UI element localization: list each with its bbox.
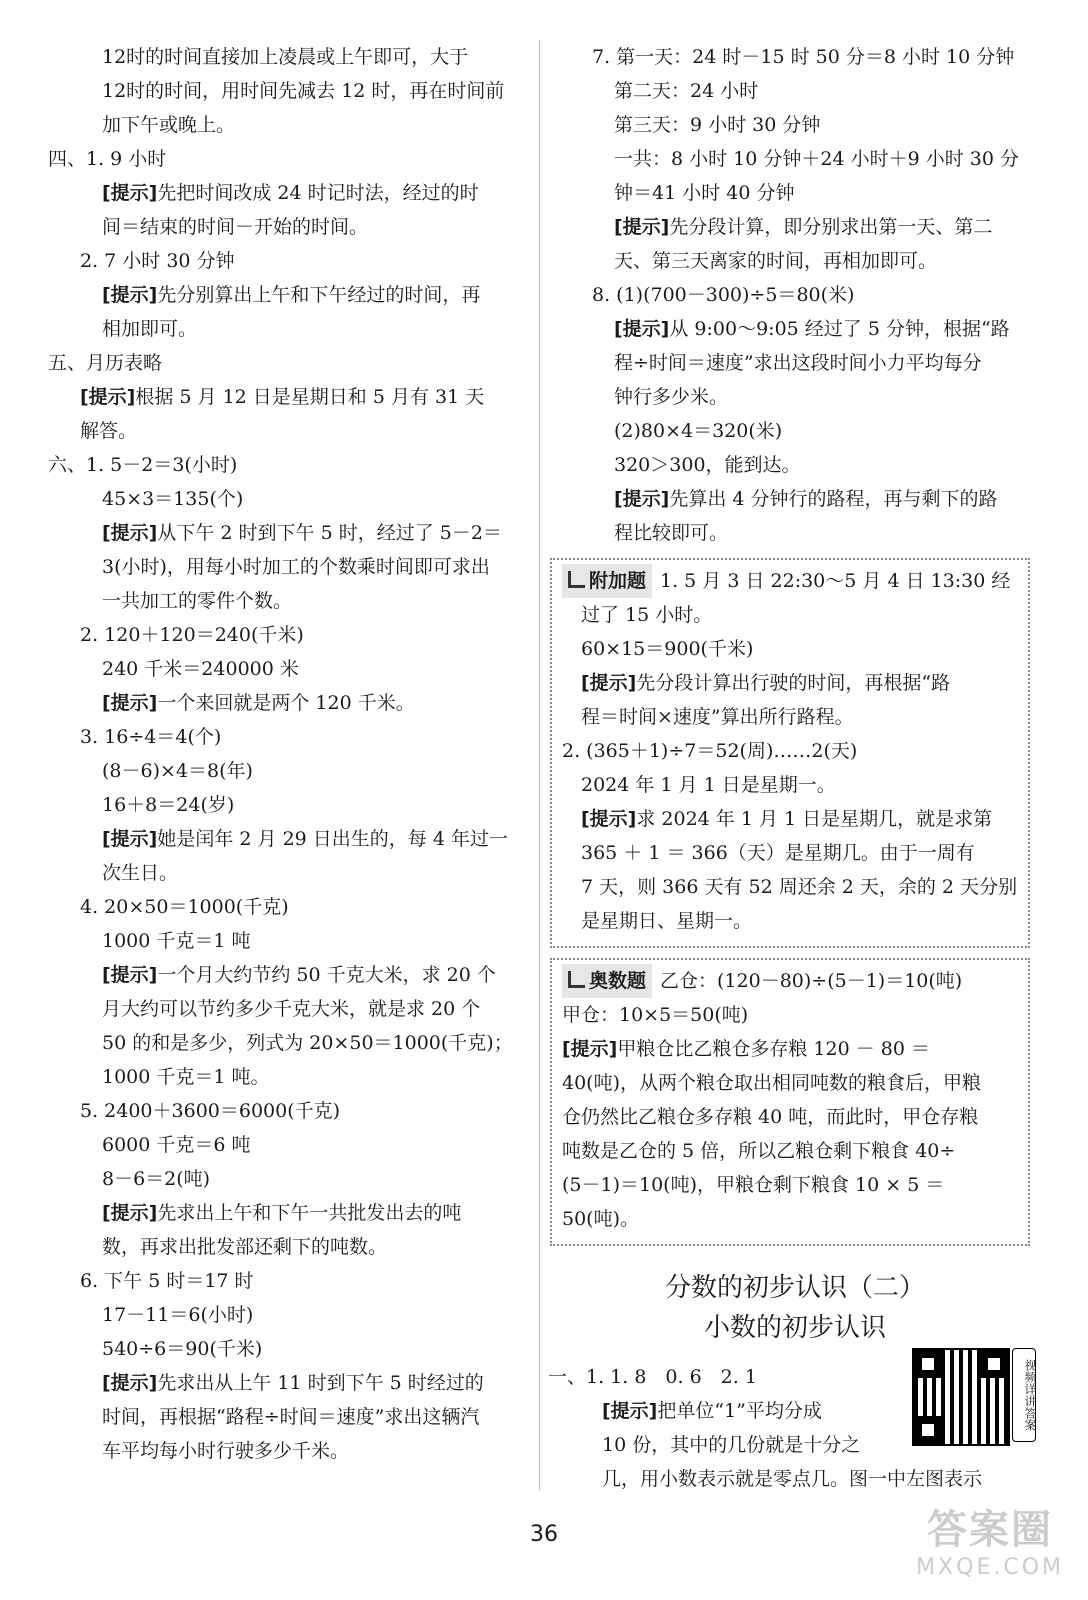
text-line [48,516,534,550]
text-line [48,720,534,754]
text-line [48,1264,534,1298]
text-line [48,618,534,652]
text-line [560,210,1050,244]
line-text: 时间，再根据“路程÷时间＝速度”求出这辆汽 [102,1406,480,1428]
line-text: 1000 千克＝1 吨。 [102,1066,270,1088]
text-line [562,700,1018,734]
line-text: 是星期日、星期一。 [562,910,753,932]
hint-label: [提示] [602,1400,658,1422]
line-text: 3. 16÷4＝4(个) [80,726,222,748]
hint-label: [提示] [102,1202,158,1224]
text-line [562,1032,1018,1066]
text-line [562,1100,1018,1134]
line-text: 从下午 2 时到下午 5 时，经过了 5－2＝ [157,522,502,544]
line-text: 先分段计算，即分别求出第一天、第二 [669,216,993,238]
hint-label: [提示] [614,488,670,510]
text-line [48,40,534,74]
text-line [48,1366,534,1400]
text-line [48,448,534,482]
line-text: 相加即可。 [102,318,198,340]
bonus-question-box [550,558,1030,948]
line-text: 320＞300，能到达。 [614,454,801,476]
text-line [48,890,534,924]
book-icon [568,571,585,588]
line-text: (8－6)×4＝8(年) [102,760,253,782]
line-text: 月大约可以节约多少千克大米，就是求 20 个 [102,998,481,1020]
text-line [48,74,534,108]
text-line [562,768,1018,802]
column-divider [539,40,540,1490]
line-text: 第二天：24 小时 [614,80,759,102]
answers-7-8 [560,40,1050,550]
text-line [48,244,534,278]
text-line [560,176,1050,210]
text-line [48,1298,534,1332]
line-text: 2. (365＋1)÷7＝52(周)……2(天) [562,740,858,762]
line-text: 把单位“1”平均分成 [657,1400,822,1422]
text-line [560,346,1050,380]
line-text: 2. 7 小时 30 分钟 [80,250,235,272]
hint-label: [提示] [102,964,158,986]
text-line [560,108,1050,142]
hint-label: [提示] [102,1372,158,1394]
line-text: 程÷时间＝速度”求出这段时间小力平均每分 [614,352,982,374]
hint-label: [提示] [614,318,670,340]
text-line [48,1060,534,1094]
text-line [560,516,1050,550]
line-text: 1000 千克＝1 吨 [102,930,251,952]
line-text: 12时的时间，用时间先减去 12 时，再在时间前 [102,80,505,102]
line-text: 四、1. 9 小时 [48,148,167,170]
line-text: 甲仓：10×5＝50(吨) [562,1004,749,1026]
text-line [48,754,534,788]
line-text: 天、第三天离家的时间，再相加即可。 [614,250,938,272]
line-text: 程比较即可。 [614,522,729,544]
line-text: 6. 下午 5 时＝17 时 [80,1270,254,1292]
text-line [48,550,534,584]
line-text: (2)80×4＝320(米) [614,420,783,442]
line-text: 先求出从上午 11 时到下午 5 时经过的 [157,1372,484,1394]
line-text: 2024 年 1 月 1 日是星期一。 [562,774,836,796]
text-line [562,632,1018,666]
text-line [562,802,1018,836]
line-text: 7. 第一天：24 时－15 时 50 分＝8 小时 10 分钟 [592,46,1015,68]
text-line [48,210,534,244]
hint-label: [提示] [614,216,670,238]
line-text: 数，再求出批发部还剩下的吨数。 [102,1236,388,1258]
text-line [562,1202,1018,1236]
line-text: 程＝时间×速度”算出所行路程。 [562,706,854,728]
hint-label: [提示] [562,672,637,694]
line-text: 钟＝41 小时 40 分钟 [614,182,795,204]
line-text: 求 2024 年 1 月 1 日是星期几，就是求第 [636,808,993,830]
text-line [48,822,534,856]
line-text: 她是闰年 2 月 29 日出生的，每 4 年过一 [157,828,508,850]
line-text: 甲粮仓比乙粮仓多存粮 120 － 80 ＝ [617,1038,930,1060]
text-line [48,686,534,720]
line-text: 一、1. 1. 8 0. 6 2. 1 [548,1366,757,1388]
line-text: 4. 20×50＝1000(千克) [80,896,289,918]
text-line [560,40,1050,74]
text-line [48,652,534,686]
hint-label: [提示] [102,828,158,850]
text-line [48,1128,534,1162]
text-line [48,380,534,414]
left-column [48,40,534,1468]
line-text: 17－11＝6(小时) [102,1304,254,1326]
line-text: 一共：8 小时 10 分钟＋24 小时＋9 小时 30 分 [614,148,1019,170]
text-line [560,414,1050,448]
line-text: 六、1. 5－2＝3(小时) [48,454,238,476]
section-title: 分数的初步认识（二） [664,1273,925,1303]
line-text: 50 的和是多少，列式为 20×50＝1000(千克)； [102,1032,513,1054]
text-line [562,998,1018,1032]
line-text: 根据 5 月 12 日是星期日和 5 月有 31 天 [135,386,485,408]
text-line [48,958,534,992]
line-text: 先求出上午和下午一共批发出去的吨 [157,1202,462,1224]
line-text: 仓仍然比乙粮仓多存粮 40 吨，而此时，甲仓存粮 [562,1106,979,1128]
line-text: 7 天，则 366 天有 52 周还余 2 天，余的 2 天分别 [562,876,1018,898]
text-line [562,1168,1018,1202]
line-text: 5. 2400＋3600＝6000(千克) [80,1100,341,1122]
text-line [562,1134,1018,1168]
text-line [48,142,534,176]
line-text: 50(吨)。 [562,1208,640,1230]
line-text: 钟行多少米。 [614,386,729,408]
line-text: 间＝结束的时间－开始的时间。 [102,216,369,238]
text-line [562,870,1018,904]
line-text: 2. 120＋120＝240(千米) [80,624,304,646]
text-line [48,1332,534,1366]
line-text: 吨数是乙仓的 5 倍，所以乙粮仓剩下粮食 40÷ [562,1140,956,1162]
text-line [562,836,1018,870]
text-line [560,482,1050,516]
line-text: 540÷6＝90(千米) [102,1338,263,1360]
line-text: 365 ＋ 1 ＝ 366（天）是星期几。由于一周有 [562,842,975,864]
hint-label: [提示] [102,522,158,544]
hint-label: [提示] [562,1038,618,1060]
line-text: 240 千米＝240000 米 [102,658,299,680]
text-line [48,176,534,210]
olympiad-first-line: 乙仓：(120－80)÷(5－1)＝10(吨) [660,970,963,992]
line-text: 一共加工的零件个数。 [102,590,293,612]
text-line [560,142,1050,176]
qr-code[interactable] [912,1348,1010,1446]
text-line [48,1026,534,1060]
text-line [48,346,534,380]
page-number: 36 [530,1522,558,1547]
line-text: 6000 千克＝6 吨 [102,1134,251,1156]
hint-label: [提示] [80,386,136,408]
text-line [562,666,1018,700]
line-text: 8－6＝2(吨) [102,1168,211,1190]
line-text: 先分别算出上午和下午经过的时间，再 [157,284,481,306]
line-text: 10 份，其中的几份就是十分之 [602,1434,861,1456]
line-text: (5－1)＝10(吨)，甲粮仓剩下粮食 10 × 5 ＝ [562,1174,945,1196]
line-text: 次生日。 [102,862,179,884]
text-line [560,244,1050,278]
line-text: 车平均每小时行驶多少千米。 [102,1440,350,1462]
text-line [48,312,534,346]
line-text: 45×3＝135(个) [102,488,244,510]
hint-label: [提示] [102,182,158,204]
text-line [48,1434,534,1468]
line-text: 先算出 4 分钟行的路程，再与剩下的路 [669,488,998,510]
section-subtitle: 小数的初步认识 [703,1313,886,1343]
line-text: 一个来回就是两个 120 千米。 [157,692,415,714]
text-line [48,1162,534,1196]
text-line [560,312,1050,346]
text-line [562,904,1018,938]
line-text: 40(吨)，从两个粮仓取出相同吨数的粮食后，甲粮 [562,1072,982,1094]
qr-label: 视频详讲答案 [1012,1348,1036,1442]
line-text: 几，用小数表示就是零点几。图一中左图表示 [602,1468,983,1490]
text-line [560,278,1050,312]
text-line [48,856,534,890]
line-text: 先把时间改成 24 时记时法，经过的时 [157,182,479,204]
olympiad-box [550,958,1030,1246]
text-line [48,108,534,142]
line-text: 60×15＝900(千米) [562,638,754,660]
text-line [562,1066,1018,1100]
text-line [548,1462,1050,1496]
text-line [560,448,1050,482]
text-line [560,380,1050,414]
line-text: 过了 15 小时。 [562,604,713,626]
line-text: 加下午或晚上。 [102,114,236,136]
text-line [48,278,534,312]
line-text: 12时的时间直接加上凌晨或上午即可，大于 [102,46,469,68]
bonus-label: 附加题 [562,564,652,598]
text-line [48,1400,534,1434]
text-line [48,788,534,822]
hint-label: [提示] [562,808,637,830]
olympiad-label: 奥数题 [562,964,652,998]
line-text: 先分段计算出行驶的时间，再根据“路 [636,672,951,694]
right-column [548,40,1050,1496]
line-text: 3(小时)，用每小时加工的个数乘时间即可求出 [102,556,490,578]
line-text: 第三天：9 小时 30 分钟 [614,114,821,136]
text-line [562,598,1018,632]
line-text: 8. (1)(700－300)÷5＝80(米) [592,284,855,306]
line-text: 从 9:00～9:05 经过了 5 分钟，根据“路 [669,318,1010,340]
watermark: 答案圈 MXQE.COM [916,1507,1064,1580]
text-line [48,1230,534,1264]
text-line [48,924,534,958]
line-text: 五、月历表略 [48,352,163,374]
text-line [562,734,1018,768]
text-line [48,414,534,448]
bonus-first-line: 1. 5 月 3 日 22:30～5 月 4 日 13:30 经 [660,570,1011,592]
text-line [48,482,534,516]
text-line [48,584,534,618]
hint-label: [提示] [102,692,158,714]
text-line [48,1196,534,1230]
line-text: 一个月大约节约 50 千克大米，求 20 个 [157,964,496,986]
text-line [48,992,534,1026]
text-line [48,1094,534,1128]
line-text: 解答。 [80,420,138,442]
line-text: 16＋8＝24(岁) [102,794,235,816]
text-line [560,74,1050,108]
hint-label: [提示] [102,284,158,306]
book-icon [568,971,585,988]
